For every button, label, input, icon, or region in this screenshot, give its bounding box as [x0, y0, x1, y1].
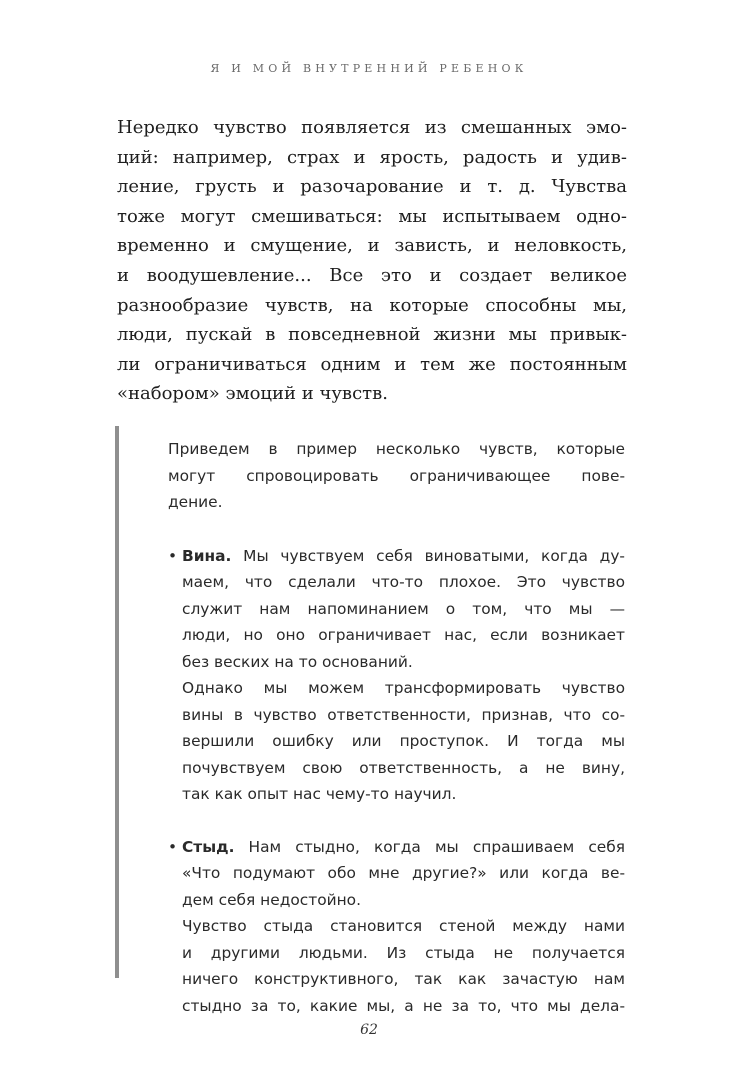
bullet-shame	[168, 834, 625, 1020]
paragraph-line: «набором» эмоций и чувств.	[117, 383, 388, 405]
bullet-line: ничего конструктивного, так как зачастую нам	[182, 970, 625, 988]
intro-line: Приведем в пример несколько чувств, которые	[168, 440, 625, 458]
sidebar-intro	[168, 436, 625, 516]
bullet-line: так как опыт нас чему-то научил.	[182, 785, 457, 803]
bullet-line: служит нам напоминанием о том, что мы —	[182, 599, 625, 618]
running-head: Я И МОЙ ВНУТРЕННИЙ РЕБЕНОК	[210, 62, 528, 75]
bullet-line: маем, что сделали что-то плохое. Это чувство	[182, 573, 625, 591]
bullet-line: вины в чувство ответственности, признав, что со-	[182, 705, 625, 724]
paragraph-line: тоже могут смешиваться: мы испытываем одно-	[117, 205, 627, 227]
bullet-first-line	[182, 543, 625, 570]
term-guilt: Вина.	[182, 546, 232, 565]
bullet-first-line	[182, 834, 625, 861]
bullet-line: Однако мы можем трансформировать чувство	[182, 679, 625, 697]
bullet-line: и другими людьми. Из стыда не получается	[182, 943, 625, 962]
bullet-icon: •	[168, 837, 178, 856]
bullet-line: вершили ошибку или проступок. И тогда мы	[182, 732, 625, 750]
paragraph-line: люди, пускай в повседневной жизни мы привык-	[117, 324, 627, 346]
paragraph-line: и воодушевление... Все это и создает великое	[117, 264, 627, 286]
intro-line: могут спровоцировать ограничивающее пове-	[168, 466, 625, 485]
bullet-line: «Что подумают обо мне другие?» или когда ве-	[182, 864, 625, 882]
paragraph-line: Нередко чувство появляется из смешанных эмо-	[117, 117, 627, 138]
term-shame: Стыд.	[182, 837, 235, 856]
page-number: 62	[360, 1022, 378, 1038]
bullet-line: почувствуем свою ответственность, а не вину,	[182, 758, 625, 777]
main-paragraph	[117, 113, 627, 409]
bullet-first-line-text: Мы чувствуем себя виноватыми, когда ду-	[231, 546, 625, 565]
intro-line: дение.	[168, 493, 223, 511]
paragraph-line: временно и смущение, и зависть, и неловкость,	[117, 235, 627, 257]
sidebar-box	[168, 436, 625, 1019]
paragraph-line: ций: например, страх и ярость, радость и удив-	[117, 146, 627, 168]
bullet-line: Чувство стыда становится стеной между нами	[182, 917, 625, 935]
bullet-icon: •	[168, 546, 178, 565]
paragraph-line: разнообразие чувств, на которые способны мы,	[117, 294, 627, 316]
bullet-line: без веских на то оснований.	[182, 652, 413, 671]
bullet-line: стыдно за то, какие мы, а не за то, что мы дела-	[182, 996, 625, 1015]
paragraph-line: ли ограничиваться одним и тем же постоянным	[117, 353, 627, 375]
sidebar-vertical-rule	[115, 426, 119, 978]
bullet-guilt	[168, 543, 625, 808]
bullet-line: дем себя недостойно.	[182, 890, 361, 909]
bullet-line: люди, но оно ограничивает нас, если возникает	[182, 626, 625, 644]
paragraph-line: ление, грусть и разочарование и т. д. Чувства	[117, 176, 627, 198]
bullet-first-line-text: Нам стыдно, когда мы спрашиваем себя	[234, 837, 625, 856]
